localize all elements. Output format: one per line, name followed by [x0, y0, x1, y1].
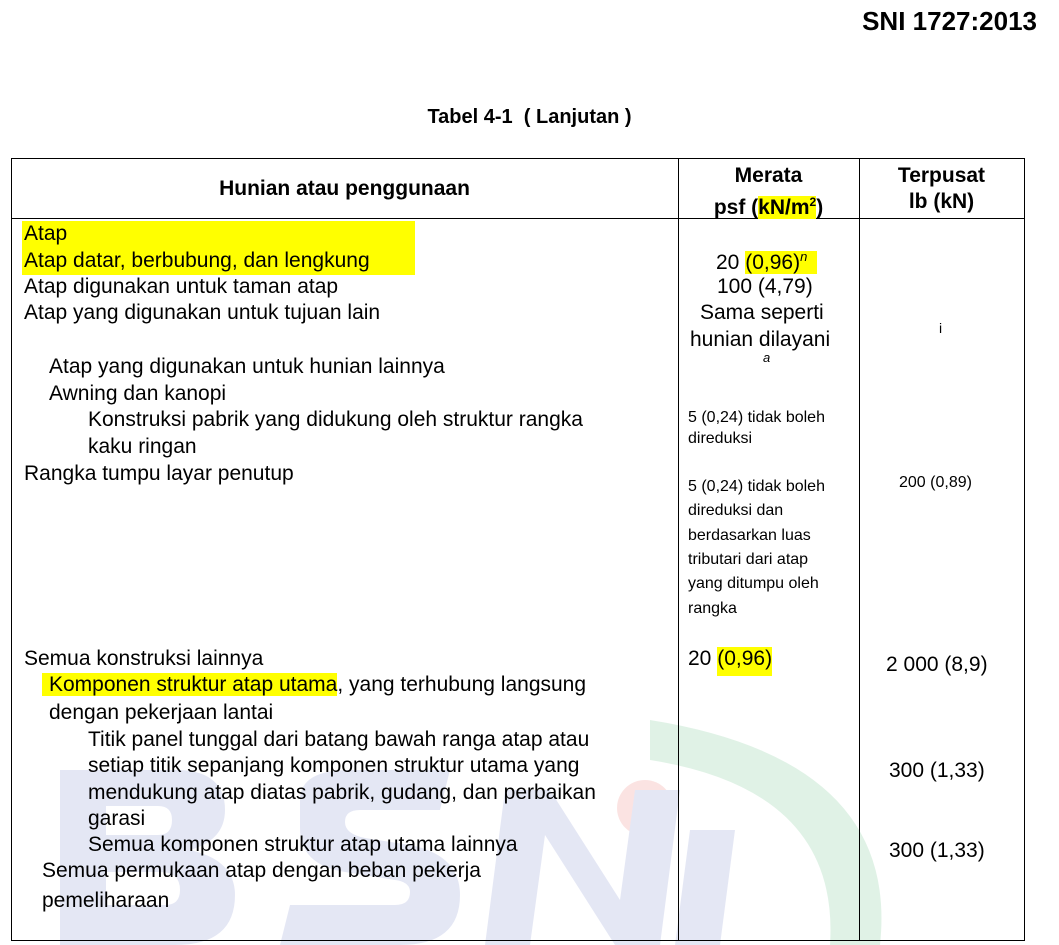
- highlight-0-96-b: (0,96): [717, 647, 772, 676]
- document-code: SNI 1727:2013: [862, 6, 1037, 36]
- row-titik-panel-4: garasi: [88, 807, 146, 830]
- uniform-rangka-6: rangka: [688, 600, 737, 617]
- uniform-footnote-a: a: [763, 350, 771, 365]
- row-atap-datar: Atap datar, berbubung, dan lengkung: [24, 249, 370, 272]
- highlight-komponen: Komponen struktur atap utama: [42, 673, 337, 696]
- uniform-awning-1: 5 (0,24) tidak boleh: [688, 409, 825, 426]
- header-uniform-line1: Merata: [734, 164, 803, 187]
- row-konstruksi-pabrik-cont: kaku ringan: [88, 435, 197, 458]
- uniform-rangka-4: tributari dari atap: [688, 551, 809, 568]
- header-concentrated: [859, 163, 1024, 215]
- uniform-taman-atap: 100 (4,79): [717, 275, 813, 298]
- row-taman-atap: Atap digunakan untuk taman atap: [24, 275, 339, 298]
- header-uniform: [678, 163, 859, 221]
- concentrated-footnote-i: i: [939, 320, 943, 336]
- highlight-0-96: $(0,96)^n$: [745, 251, 817, 274]
- table-title: Tabel 4-1 ( Lanjutan ): [427, 106, 632, 128]
- header-bottom-border: [11, 218, 1025, 219]
- uniform-tujuan-lain-1: Sama seperti: [700, 301, 824, 324]
- uniform-rangka-3: berdasarkan luas: [688, 527, 811, 544]
- row-permukaan-atap: Semua permukaan atap dengan beban pekerja: [42, 859, 481, 882]
- row-tujuan-lain: Atap yang digunakan untuk tujuan lain: [24, 301, 381, 324]
- header-concentrated-line2: lb (kN): [908, 190, 975, 213]
- highlight-unit: $kN/m^2$: [758, 195, 817, 219]
- table-left-border: [11, 158, 12, 941]
- uniform-atap-datar: 20 $(0,96)^n$: [716, 249, 817, 275]
- uniform-rangka-2: direduksi dan: [688, 502, 784, 519]
- row-permukaan-atap-cont: pemeliharaan: [42, 889, 170, 912]
- row-titik-panel-2: setiap titik sepanjang komponen struktur utama yang: [88, 754, 580, 777]
- column-divider-2: [859, 158, 860, 941]
- header-occupancy: Hunian atau penggunaan: [219, 177, 470, 200]
- row-atap: Atap: [24, 222, 68, 245]
- uniform-awning-2: direduksi: [688, 430, 753, 447]
- table-top-border: [11, 158, 1025, 159]
- table-bottom-border: [11, 940, 1025, 941]
- table-right-border: [1024, 158, 1025, 941]
- header-uniform-line2: psf $(kN/m^2)$: [713, 195, 824, 219]
- concentrated-komponen-lainnya: 300 (1,33): [889, 839, 985, 862]
- column-divider-1: [678, 158, 679, 941]
- concentrated-rangka: 200 (0,89): [899, 474, 972, 491]
- row-komponen-lainnya: Semua komponen struktur atap utama lainnya: [88, 833, 518, 856]
- row-komponen-utama: Komponen struktur atap utama, yang terhubung langsung: [42, 673, 586, 697]
- row-konstruksi-lainnya: Semua konstruksi lainnya: [24, 647, 264, 670]
- concentrated-konstruksi-lainnya: 2 000 (8,9): [886, 653, 988, 676]
- uniform-konstruksi-lainnya: 20 (0,96): [688, 647, 772, 671]
- uniform-tujuan-lain-2: hunian dilayani: [690, 328, 831, 351]
- row-hunian-lainnya: Atap yang digunakan untuk hunian lainnya: [49, 355, 445, 378]
- uniform-rangka-1: 5 (0,24) tidak boleh: [688, 478, 825, 495]
- row-titik-panel-3: mendukung atap diatas pabrik, gudang, dan perbaikan: [88, 781, 596, 804]
- row-awning: Awning dan kanopi: [49, 382, 227, 405]
- row-rangka-tumpu: Rangka tumpu layar penutup: [24, 462, 294, 485]
- row-titik-panel-1: Titik panel tunggal dari batang bawah ranga atap atau: [88, 728, 590, 751]
- header-concentrated-line1: Terpusat: [897, 164, 986, 187]
- uniform-rangka-5: yang ditumpu oleh: [688, 575, 819, 592]
- row-komponen-utama-cont: dengan pekerjaan lantai: [49, 701, 274, 724]
- concentrated-titik-panel: 300 (1,33): [889, 759, 985, 782]
- row-konstruksi-pabrik: Konstruksi pabrik yang didukung oleh struktur rangka: [88, 408, 583, 431]
